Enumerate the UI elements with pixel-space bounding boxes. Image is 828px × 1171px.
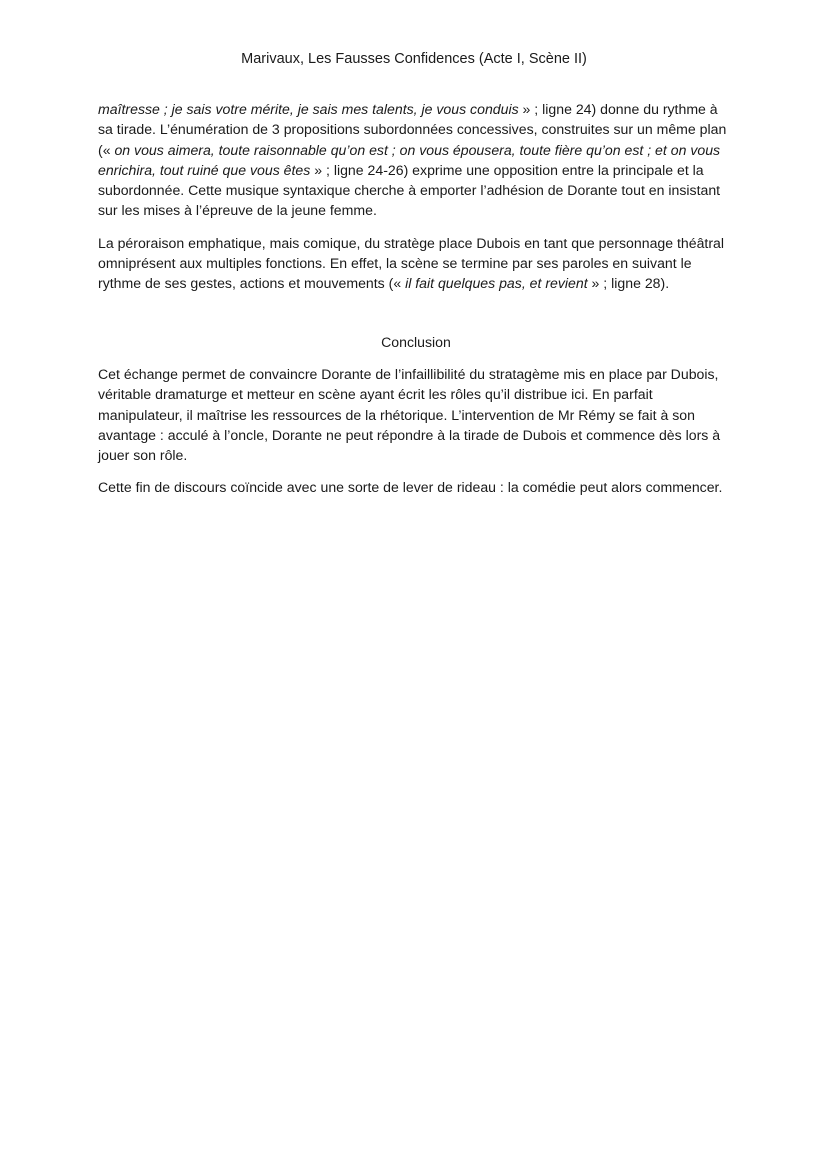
body-paragraph-1 <box>98 99 734 221</box>
conclusion-paragraph-1: Cet échange permet de convaincre Dorante de l’infaillibilité du stratagème mis en place par Dubois, véritable dramaturge et metteur en scène ayant écrit les rôles qu’il distribue ici. En parfait manipulateur, il maîtrise les ressources de la rhétorique. L’intervention de Mr Rémy se fait à son avantage : acculé à l’oncle, Dorante ne peut répondre à la tirade de Dubois et commence dès lors à jouer son rôle. <box>98 365 721 464</box>
quote-italic: on vous aimera, toute raisonnable qu’on est ; on vous épousera, toute fière qu’on est ; et on vous enrichira, tout ruiné que vous êtes <box>98 141 721 178</box>
paragraph-text: » ; ligne 24-26) exprime une opposition entre la principale et la subordonnée. Cette musique syntaxique cherche à emporter l’adhésion de Dorante tout en insistant sur les mises à l’épreuve de la jeune femme. <box>98 161 721 219</box>
quote-italic: il fait quelques pas, et revient <box>405 275 588 292</box>
body-paragraph-2 <box>98 233 734 294</box>
section-title-conclusion: Conclusion <box>381 333 451 350</box>
quote-italic: maîtresse ; je sais votre mérite, je sais mes talents, je vous conduis <box>98 101 519 117</box>
paragraph-text: » ; ligne 24) donne du rythme à sa tirade. L’énumération de 3 propositions subordonnées concessives, construites sur un même plan (« <box>98 101 727 158</box>
document-body <box>98 99 734 510</box>
paragraph-text: La péroraison emphatique, mais comique, du stratège place Dubois en tant que personnage théâtral omniprésent aux multiples fonctions. En effet, la scène se termine par ses paroles en suivant le rythme de ses gestes, actions et mouvements (« <box>98 234 725 292</box>
paragraph-text: » ; ligne 28). <box>587 275 670 292</box>
page-header: Marivaux, Les Fausses Confidences (Acte I, Scène II) <box>241 51 587 67</box>
conclusion-paragraph-2: Cette fin de discours coïncide avec une sorte de lever de rideau : la comédie peut alors commencer. <box>98 479 723 496</box>
